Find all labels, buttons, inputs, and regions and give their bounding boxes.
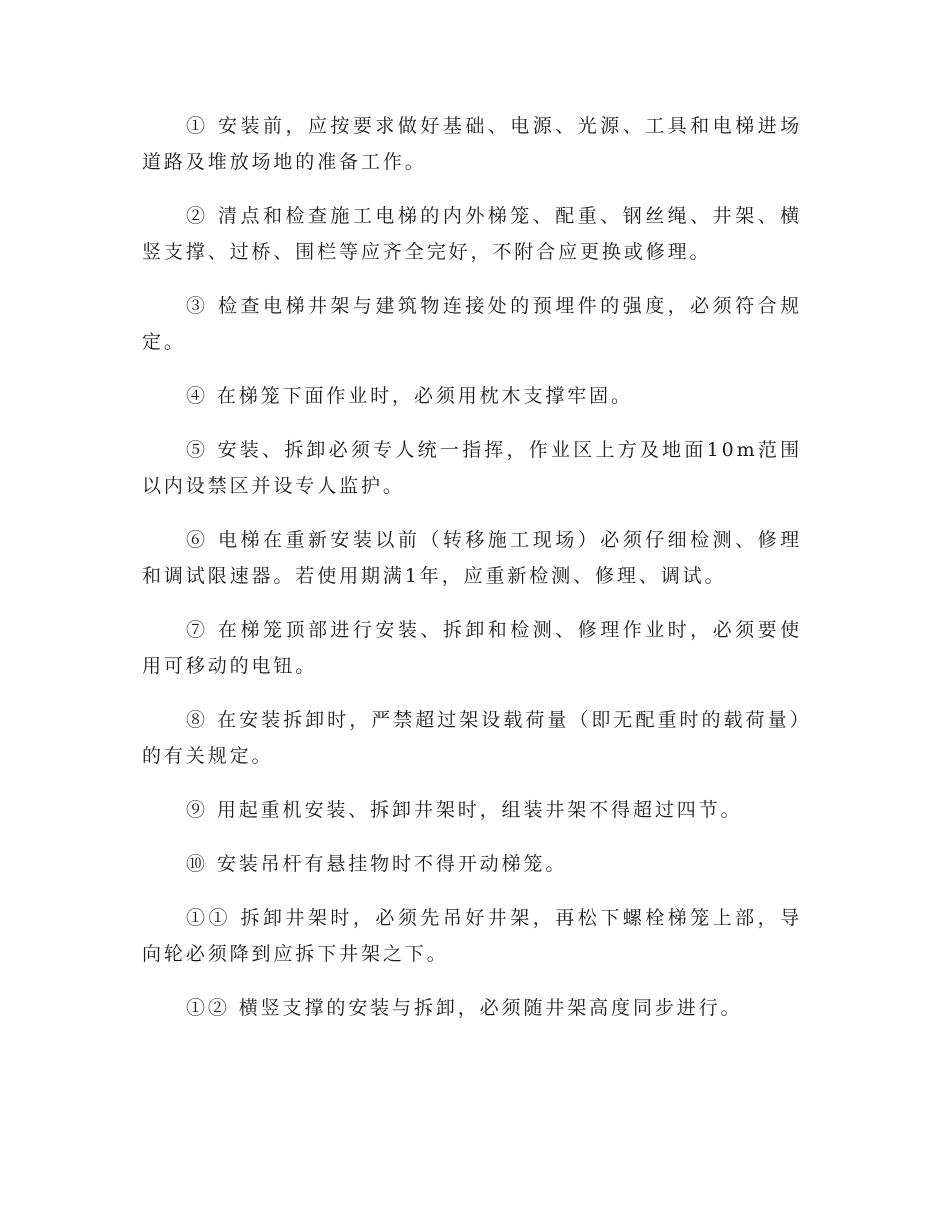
paragraph-4: ④ 在梯笼下面作业时，必须用枕木支撑牢固。 [186,385,633,407]
paragraph-1: ① 安装前，应按要求做好基础、电源、光源、工具和电梯进场道路及堆放场地的准备工作。 [142,115,802,173]
paragraph-10: ⑩ 安装吊杆有悬挂物时不得开动梯笼。 [186,853,568,875]
paragraph-5: ⑤ 安装、拆卸必须专人统一指挥，作业区上方及地面10m范围以内设禁区并设专人监护。 [142,439,802,497]
paragraph-2: ② 清点和检查施工电梯的内外梯笼、配重、钢丝绳、井架、横竖支撑、过桥、围栏等应齐全完好，不附合应更换或修理。 [142,205,802,263]
document-body [142,108,802,1044]
paragraph-3: ③ 检查电梯井架与建筑物连接处的预埋件的强度，必须符合规定。 [142,295,802,353]
paragraph-11: ①① 拆卸井架时，必须先吊好井架，再松下螺栓梯笼上部，导向轮必须降到应拆下井架之下。 [142,907,802,965]
paragraph-9: ⑨ 用起重机安装、拆卸井架时，组装井架不得超过四节。 [186,799,743,821]
paragraph-12: ①② 横竖支撑的安装与拆卸，必须随井架高度同步进行。 [186,997,743,1019]
paragraph-6: ⑥ 电梯在重新安装以前（转移施工现场）必须仔细检测、修理和调试限速器。若使用期满1年，应重新检测、修理、调试。 [142,529,802,587]
paragraph-8: ⑧ 在安装拆卸时，严禁超过架设载荷量（即无配重时的载荷量）的有关规定。 [142,709,802,767]
paragraph-7: ⑦ 在梯笼顶部进行安装、拆卸和检测、修理作业时，必须要使用可移动的电钮。 [142,619,802,677]
